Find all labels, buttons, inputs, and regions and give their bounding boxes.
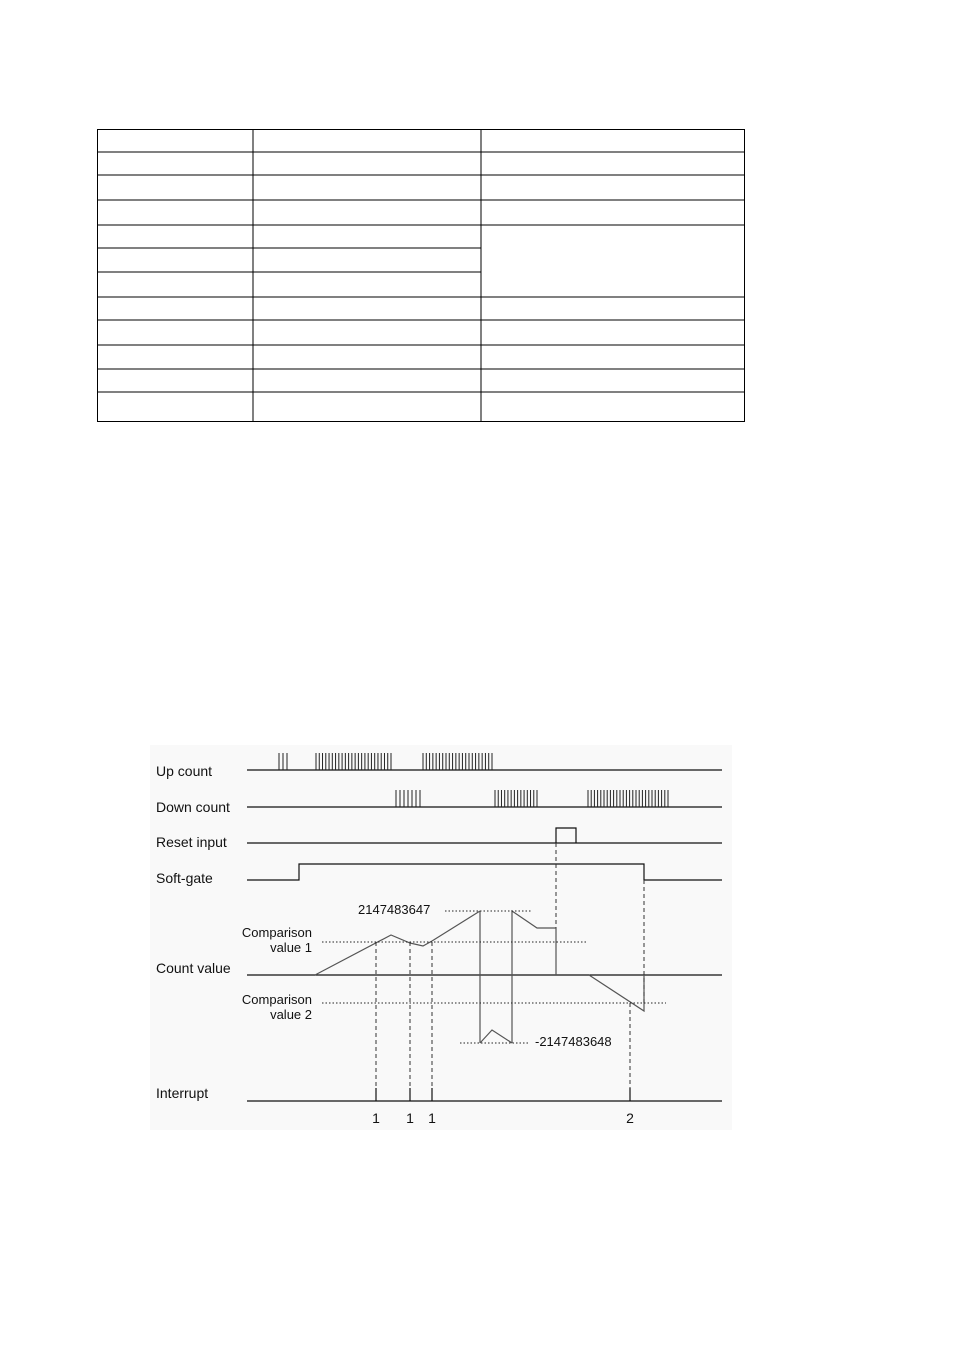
interrupt-number: 1 — [428, 1110, 436, 1126]
interrupt-label: Interrupt — [156, 1085, 209, 1101]
max-value-label: 2147483647 — [358, 902, 431, 917]
comparison-value-1-line1: Comparison — [241, 925, 312, 940]
diagram-panel — [150, 745, 732, 1130]
interrupt-number: 1 — [406, 1110, 414, 1126]
down-count-label: Down count — [156, 799, 230, 815]
soft-gate-label: Soft-gate — [156, 870, 213, 886]
up-count-label: Up count — [156, 763, 213, 779]
min-value-label: -2147483648 — [535, 1034, 612, 1049]
reset-input-label: Reset input — [156, 834, 227, 850]
count-value-label: Count value — [156, 960, 231, 976]
interrupt-number: 2 — [626, 1110, 634, 1126]
comparison-value-2-line2: value 2 — [270, 1007, 312, 1022]
comparison-value-1-line2: value 1 — [270, 940, 312, 955]
comparison-value-2-line1: Comparison — [241, 992, 312, 1007]
interrupt-number: 1 — [372, 1110, 380, 1126]
